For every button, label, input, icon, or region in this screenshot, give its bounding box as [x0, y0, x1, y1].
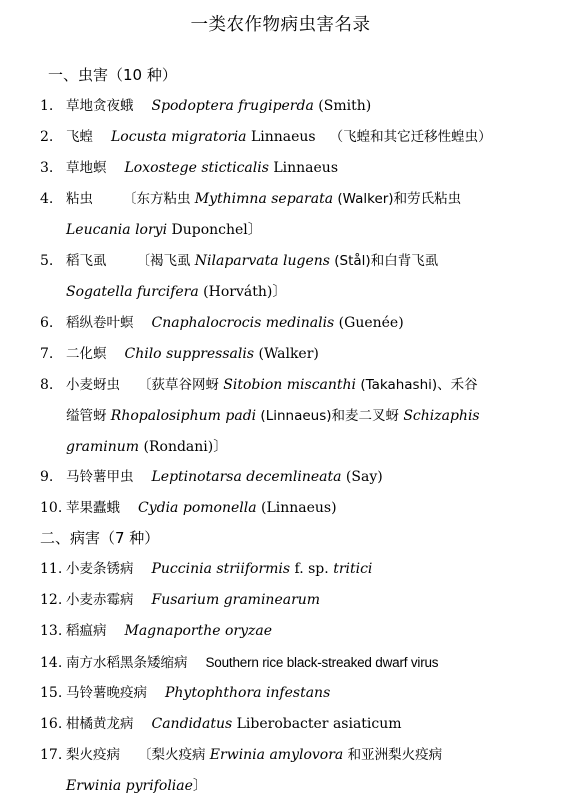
- common-name: 小麦蚜虫: [66, 377, 120, 393]
- authority: Liberobacter asiaticum: [232, 716, 402, 732]
- scientific-name: tritici: [333, 561, 373, 577]
- common-name: 梨火疫病: [66, 747, 120, 763]
- item-number: 1.: [40, 98, 54, 114]
- item-number: 6.: [40, 315, 54, 331]
- scientific-name: Puccinia striiformis: [151, 561, 291, 577]
- scientific-name: Magnaporthe oryzae: [124, 623, 273, 639]
- scientific-name: graminum: [66, 439, 140, 455]
- section-heading-pests: 一、虫害（10 种）: [48, 66, 177, 84]
- authority: (Walker)和劳氏粘虫: [333, 191, 462, 207]
- scientific-name: Mythimna separata: [194, 191, 334, 207]
- list-item: [40, 122, 516, 153]
- scientific-name: Rhopalosiphum padi: [110, 408, 257, 424]
- authority: 和亚洲梨火疫病: [343, 747, 443, 763]
- scientific-name: Chilo suppressalis: [124, 346, 255, 362]
- item-detail: 〔东方粘虫: [123, 191, 195, 207]
- scientific-name: Leptinotarsa decemlineata: [151, 469, 342, 485]
- list-item: [40, 91, 516, 122]
- authority: 〕: [192, 778, 207, 794]
- common-name: 草地贪夜蛾: [66, 98, 134, 114]
- common-name: 小麦条锈病: [66, 561, 134, 577]
- section-heading-diseases: 二、病害（7 种）: [40, 529, 160, 547]
- common-name: 柑橘黄龙病: [66, 716, 134, 732]
- authority: (Horváth)〕: [198, 284, 287, 300]
- authority: (Linnaeus)和麦二叉蚜: [256, 408, 404, 424]
- list-item: [40, 647, 516, 679]
- common-name: 马铃薯甲虫: [66, 469, 134, 485]
- item-number: 2.: [40, 129, 54, 145]
- list-item: [40, 308, 516, 339]
- common-name: 稻纵卷叶螟: [66, 315, 134, 331]
- list-item: [40, 153, 516, 184]
- item-number: 13.: [40, 623, 63, 639]
- common-name: 小麦赤霉病: [66, 592, 134, 608]
- authority: (Guenée): [334, 315, 404, 331]
- list-item: [40, 462, 516, 493]
- list-item: [40, 585, 516, 616]
- common-name: 飞蝗: [66, 129, 93, 145]
- item-number: 17.: [40, 747, 63, 763]
- list-item: [40, 246, 516, 308]
- page-title: 一类农作物病虫害名录: [190, 15, 371, 35]
- common-name: 粘虫: [66, 191, 93, 207]
- common-name: 稻瘟病: [66, 623, 107, 639]
- common-name: 稻飞虱: [66, 253, 107, 269]
- item-number: 15.: [40, 685, 63, 701]
- authority: (Walker): [254, 346, 319, 362]
- common-name: 马铃薯晚疫病: [66, 685, 147, 701]
- item-number: 11.: [40, 561, 63, 577]
- scientific-name: Loxostege sticticalis: [124, 160, 269, 176]
- scientific-name: Erwinia amylovora: [209, 747, 344, 763]
- authority: (Takahashi)、禾谷: [356, 377, 478, 393]
- item-detail: 〔褐飞虱: [136, 253, 195, 269]
- scientific-name: Sitobion miscanthi: [223, 377, 357, 393]
- scientific-name: Erwinia pyrifoliae: [66, 778, 193, 794]
- list-item: [40, 740, 516, 802]
- item-number: 12.: [40, 592, 63, 608]
- list-item: [40, 370, 516, 463]
- pathogen-name: Southern rice black-streaked dwarf virus: [205, 655, 439, 670]
- scientific-name: Locusta migratoria: [111, 129, 247, 145]
- common-name: 苹果蠹蛾: [66, 500, 120, 516]
- common-name: 南方水稻黑条矮缩病: [66, 655, 188, 671]
- common-name: 草地螟: [66, 160, 107, 176]
- authority: (Smith): [313, 98, 372, 114]
- authority: (Stål)和白背飞虱: [329, 253, 439, 269]
- item-number: 5.: [40, 253, 54, 269]
- scientific-name: Sogatella furcifera: [66, 284, 199, 300]
- authority: Linnaeus: [246, 129, 316, 145]
- item-number: 9.: [40, 469, 54, 485]
- list-item: [40, 709, 516, 740]
- authority: (Linnaeus): [256, 500, 337, 516]
- list-item: [40, 184, 516, 246]
- scientific-name: Candidatus: [151, 716, 233, 732]
- list-item: [40, 493, 516, 524]
- authority: Linnaeus: [268, 160, 338, 176]
- list-item: [40, 616, 516, 647]
- scientific-name: Cydia pomonella: [138, 500, 257, 516]
- scientific-name: Nilaparvata lugens: [194, 253, 330, 269]
- scientific-name: Cnaphalocrocis medinalis: [151, 315, 335, 331]
- authority: f. sp.: [290, 561, 334, 577]
- authority: (Say): [341, 469, 383, 485]
- scientific-name: Spodoptera frugiperda: [151, 98, 314, 114]
- item-number: 14.: [40, 655, 63, 671]
- authority: Duponchel〕: [167, 222, 262, 238]
- scientific-name: Phytophthora infestans: [165, 685, 331, 701]
- list-item: [40, 554, 516, 585]
- item-number: 3.: [40, 160, 54, 176]
- item-number: 8.: [40, 377, 54, 393]
- item-detail: 缢管蚜: [66, 408, 111, 424]
- item-number: 7.: [40, 346, 54, 362]
- scientific-name: Schizaphis: [403, 408, 480, 424]
- item-number: 16.: [40, 716, 63, 732]
- list-item: [40, 678, 516, 709]
- scientific-name: Leucania loryi: [66, 222, 168, 238]
- item-detail: 〔梨火疫病: [138, 747, 210, 763]
- list-item: [40, 339, 516, 370]
- scientific-name: Fusarium graminearum: [151, 592, 321, 608]
- item-note: （飞蝗和其它迁移性蝗虫）: [329, 129, 492, 145]
- common-name: 二化螟: [66, 346, 107, 362]
- authority: (Rondani)〕: [139, 439, 228, 455]
- item-number: 10.: [40, 500, 63, 516]
- item-detail: 〔荻草谷网蚜: [138, 377, 224, 393]
- item-number: 4.: [40, 191, 54, 207]
